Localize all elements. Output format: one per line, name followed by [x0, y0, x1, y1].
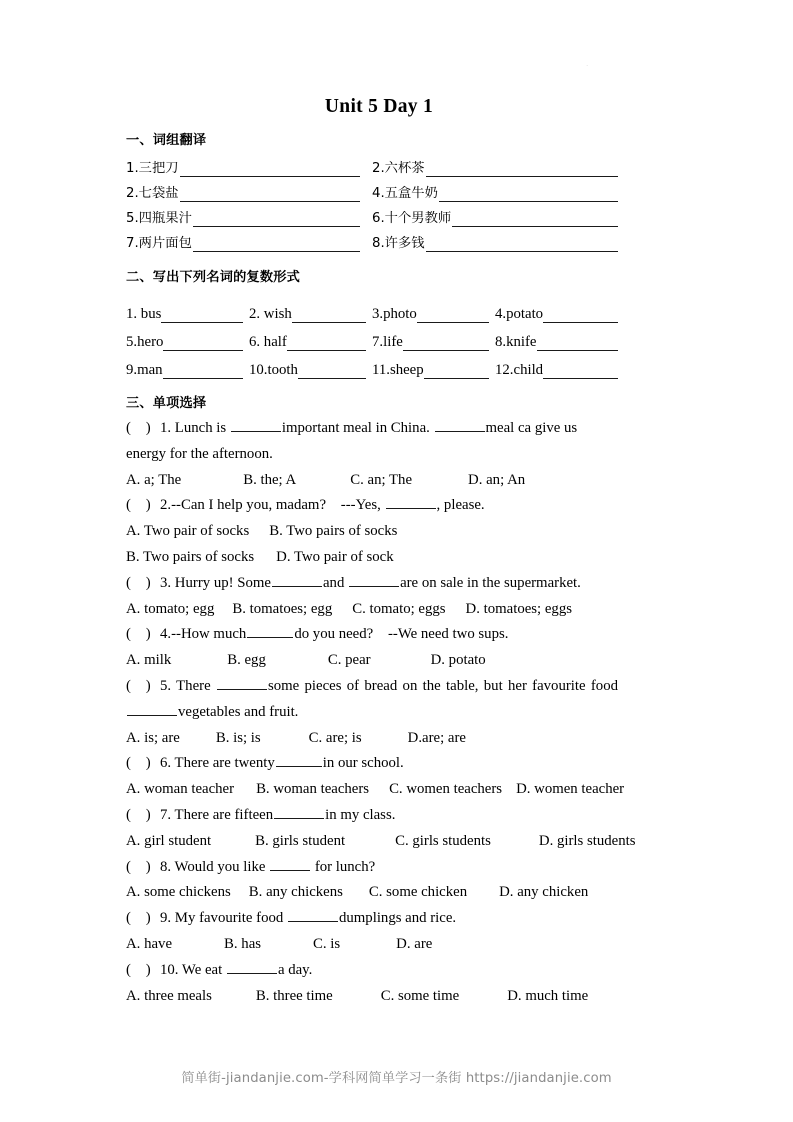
option-c[interactable]: C. an; The: [350, 471, 413, 488]
answer-blank[interactable]: [349, 573, 399, 587]
table-row: [126, 227, 618, 252]
option-b[interactable]: B. woman teachers: [256, 781, 370, 798]
translation-cell-5: [126, 202, 372, 227]
plural-item: [126, 361, 249, 379]
options-2-line2: [126, 545, 618, 571]
question-text-b: do you need? --We need two sups.: [294, 626, 509, 643]
option-b[interactable]: B. has: [224, 935, 262, 952]
question-number: 1.: [160, 420, 172, 436]
plural-word: 3.photo: [372, 306, 417, 322]
question-text-c: meal ca give us energy for the afternoon.: [126, 420, 578, 462]
question-text-a: There are fifteen: [171, 806, 274, 823]
plural-word: 4.potato: [495, 306, 544, 322]
option-a[interactable]: A. milk: [126, 652, 172, 669]
question-text-a: Hurry up! Some: [171, 574, 271, 591]
option-a[interactable]: A. Two pair of socks: [126, 523, 250, 540]
section-3-heading: 三、单项选择: [126, 396, 207, 411]
options-6: [126, 777, 625, 803]
option-d[interactable]: D. women teacher: [516, 781, 625, 798]
section-2-heading: 二、写出下列名词的复数形式: [126, 270, 301, 285]
answer-blank[interactable]: [193, 211, 360, 227]
answer-blank[interactable]: [247, 624, 293, 638]
option-b[interactable]: B. egg: [227, 652, 266, 669]
option-d[interactable]: D. tomatoes; eggs: [465, 600, 572, 617]
answer-blank[interactable]: [180, 186, 360, 202]
bracket-close: ): [145, 497, 151, 514]
plural-word: 10.tooth: [249, 362, 298, 378]
question-text-b: for lunch?: [311, 858, 376, 875]
answer-blank[interactable]: [163, 364, 243, 379]
answer-blank[interactable]: [403, 336, 489, 351]
options-2-line1: [126, 519, 618, 545]
plural-word: 12.child: [495, 362, 544, 378]
question-number: 5.: [160, 677, 172, 694]
plural-word: 5.hero: [126, 334, 164, 350]
question-number: 10.: [160, 961, 179, 978]
question-9: [126, 906, 618, 932]
plural-row-3: [126, 351, 618, 379]
plural-word: 6. half: [249, 334, 287, 350]
page-title: Unit 5 Day 1: [324, 96, 434, 117]
option-a[interactable]: A. a; The: [126, 471, 182, 488]
answer-blank[interactable]: [287, 336, 366, 351]
question-number: 3.: [160, 574, 172, 591]
plural-item: [249, 333, 372, 351]
answer-blank[interactable]: [292, 308, 366, 323]
plural-item: [495, 305, 618, 323]
answer-blank[interactable]: [227, 960, 277, 974]
question-number: 7.: [160, 806, 172, 823]
translation-cell-6: [372, 202, 618, 227]
option-c[interactable]: C. tomato; eggs: [352, 600, 446, 617]
section-1-heading: 一、词组翻译: [126, 133, 207, 148]
bracket-close: ): [145, 755, 151, 772]
bracket-open: (: [126, 858, 131, 875]
option-a[interactable]: A. girl student: [126, 832, 212, 849]
bracket-close: ): [145, 858, 151, 875]
question-text-b: and: [322, 574, 349, 591]
answer-blank[interactable]: [288, 908, 338, 922]
option-c[interactable]: C. girls students: [395, 832, 491, 849]
translation-cell-4: [372, 177, 618, 202]
option-d[interactable]: D. are: [396, 935, 433, 952]
translation-cell-3: [126, 177, 372, 202]
question-text-a: There: [171, 677, 216, 694]
answer-bracket[interactable]: [126, 493, 160, 519]
answer-blank[interactable]: [543, 308, 618, 323]
bracket-close: ): [145, 961, 151, 978]
plural-word: 2. wish: [249, 306, 292, 322]
translation-label: 2.六杯茶: [372, 161, 425, 176]
question-text-b: , please.: [436, 497, 485, 514]
options-10: [126, 984, 618, 1010]
option-a[interactable]: A. three meals: [126, 987, 212, 1004]
answer-blank[interactable]: [452, 211, 618, 227]
options-3: [126, 597, 618, 623]
question-text-a: --How much: [171, 626, 247, 643]
answer-bracket[interactable]: [126, 571, 160, 597]
plural-item: [495, 361, 618, 379]
question-number: 8.: [160, 858, 172, 875]
bracket-open: (: [126, 626, 131, 643]
bracket-open: (: [126, 420, 131, 436]
option-b[interactable]: B. tomatoes; egg: [232, 600, 333, 617]
option-c[interactable]: C. is: [313, 935, 341, 952]
option-a[interactable]: A. woman teacher: [126, 781, 235, 798]
answer-blank[interactable]: [272, 573, 322, 587]
option-a[interactable]: A. some chickens: [126, 884, 231, 901]
bracket-close: ): [145, 806, 151, 823]
question-number: 4.: [160, 626, 172, 643]
translation-cell-2: [372, 152, 618, 177]
answer-bracket[interactable]: [126, 416, 160, 442]
question-1: [126, 416, 618, 468]
translation-cell-1: [126, 152, 372, 177]
answer-blank[interactable]: [270, 857, 310, 871]
answer-blank[interactable]: [426, 236, 618, 252]
question-number: 9.: [160, 910, 172, 927]
page-speck-mark: ·: [586, 62, 589, 70]
bracket-open: (: [126, 755, 131, 772]
question-10: [126, 958, 618, 984]
plural-item: [372, 361, 495, 379]
table-row: [126, 152, 618, 177]
answer-bracket[interactable]: [126, 906, 160, 932]
option-c[interactable]: C. pear: [327, 652, 371, 669]
answer-blank[interactable]: [439, 186, 618, 202]
plural-row-1: [126, 295, 618, 323]
question-text-b: important meal in China.: [281, 420, 434, 436]
question-5: [126, 674, 618, 726]
option-d[interactable]: D. any chicken: [499, 884, 589, 901]
answer-bracket[interactable]: [126, 622, 160, 648]
translation-label: 5.四瓶果汁: [126, 211, 192, 226]
answer-blank[interactable]: [217, 676, 267, 690]
plural-word: 1. bus: [126, 306, 162, 322]
plural-item: [372, 333, 495, 351]
question-text-b: some pieces of bread on the table, but her favourite food: [267, 677, 618, 694]
translation-label: 8.许多钱: [372, 236, 425, 251]
option-c[interactable]: C. some chicken: [368, 884, 468, 901]
question-7: [126, 803, 618, 829]
question-text-a: My favourite food: [171, 910, 287, 927]
question-text-b: in our school.: [322, 755, 404, 772]
plural-word: 9.man: [126, 362, 163, 378]
options-5: [126, 726, 618, 752]
question-8: [126, 855, 618, 881]
answer-blank[interactable]: [193, 236, 360, 252]
answer-blank[interactable]: [386, 495, 436, 509]
question-text-c: vegetables and fruit.: [178, 703, 299, 720]
answer-blank[interactable]: [537, 336, 618, 351]
answer-blank[interactable]: [127, 702, 177, 716]
translation-label: 4.五盒牛奶: [372, 186, 438, 201]
option-d[interactable]: D.are; are: [407, 729, 466, 746]
translation-label: 2.七袋盐: [126, 186, 179, 201]
answer-blank[interactable]: [231, 418, 281, 432]
option-d[interactable]: D. girls students: [538, 832, 636, 849]
answer-bracket[interactable]: [126, 803, 160, 829]
options-1: [126, 468, 618, 494]
options-9: [126, 932, 618, 958]
question-text-a: We eat: [178, 961, 226, 978]
question-2: [126, 493, 618, 519]
option-a[interactable]: A. is; are: [126, 729, 180, 746]
answer-blank[interactable]: [274, 805, 324, 819]
plural-item: [249, 305, 372, 323]
translation-label: 1.三把刀: [126, 161, 179, 176]
answer-blank[interactable]: [424, 364, 489, 379]
bracket-close: ): [145, 574, 151, 591]
answer-blank[interactable]: [298, 364, 366, 379]
question-6: [126, 751, 618, 777]
answer-blank[interactable]: [163, 336, 243, 351]
plural-row-2: [126, 323, 618, 351]
options-7: [126, 829, 636, 855]
answer-blank[interactable]: [543, 364, 618, 379]
answer-blank[interactable]: [417, 308, 489, 323]
option-d[interactable]: D. potato: [430, 652, 486, 669]
question-number: 6.: [160, 755, 172, 772]
answer-blank[interactable]: [161, 308, 243, 323]
bracket-open: (: [126, 574, 131, 591]
answer-blank[interactable]: [426, 161, 618, 177]
option-b[interactable]: B. three time: [255, 987, 333, 1004]
table-row: [126, 177, 618, 202]
bracket-open: (: [126, 677, 131, 694]
option-b[interactable]: B. is; is: [215, 729, 261, 746]
plural-word: 8.knife: [495, 334, 537, 350]
bracket-close: ): [145, 420, 151, 436]
question-text-b: in my class.: [325, 806, 396, 823]
answer-blank[interactable]: [180, 161, 360, 177]
option-d[interactable]: D. much time: [507, 987, 589, 1004]
plural-item: [495, 333, 618, 351]
option-a[interactable]: A. have: [126, 935, 173, 952]
worksheet-content: [126, 96, 636, 1009]
plural-item: [126, 333, 249, 351]
option-d[interactable]: D. Two pair of sock: [276, 548, 394, 565]
translation-label: 7.两片面包: [126, 236, 192, 251]
question-text-a: --Can I help you, madam? ---Yes,: [171, 497, 385, 514]
option-b[interactable]: B. girls student: [255, 832, 346, 849]
options-8: [126, 880, 618, 906]
bracket-open: (: [126, 961, 131, 978]
bracket-close: ): [145, 910, 151, 927]
answer-bracket[interactable]: [126, 674, 160, 700]
question-number: 2.: [160, 497, 172, 514]
plural-word: 11.sheep: [372, 362, 424, 378]
plural-word: 7.life: [372, 334, 403, 350]
question-3: [126, 571, 618, 597]
translation-label: 6.十个男教师: [372, 211, 452, 226]
bracket-open: (: [126, 806, 131, 823]
question-text-a: Lunch is: [171, 420, 230, 436]
translation-cell-7: [126, 227, 372, 252]
answer-blank[interactable]: [435, 418, 485, 432]
option-b[interactable]: B. any chickens: [248, 884, 343, 901]
translation-cell-8: [372, 227, 618, 252]
options-4: [126, 648, 618, 674]
question-text-b: dumplings and rice.: [339, 910, 457, 927]
answer-blank[interactable]: [276, 753, 322, 767]
option-b[interactable]: B. Two pairs of socks: [269, 523, 398, 540]
bracket-open: (: [126, 497, 131, 514]
question-text-c: are on sale in the supermarket.: [400, 574, 581, 591]
option-c[interactable]: B. Two pairs of socks: [126, 548, 255, 565]
plural-item: [126, 305, 249, 323]
bracket-close: ): [145, 626, 151, 643]
bracket-open: (: [126, 910, 131, 927]
plural-item: [372, 305, 495, 323]
option-b[interactable]: B. the; A: [243, 471, 297, 488]
table-row: [126, 202, 618, 227]
plural-item: [249, 361, 372, 379]
question-4: [126, 622, 618, 648]
question-text-a: Would you like: [171, 858, 270, 875]
question-text-b: a day.: [277, 961, 313, 978]
option-a[interactable]: A. tomato; egg: [126, 600, 215, 617]
question-text-a: There are twenty: [171, 755, 275, 772]
answer-bracket[interactable]: [126, 958, 160, 984]
bracket-close: ): [145, 677, 151, 694]
phrase-translation-table: [126, 152, 618, 252]
footer-watermark: 简单街-jiandanjie.com-学科网简单学习一条街 https://jiandanjie.com: [181, 1071, 612, 1086]
option-c[interactable]: C. women teachers: [389, 781, 503, 798]
option-c[interactable]: C. some time: [380, 987, 460, 1004]
option-c[interactable]: C. are; is: [308, 729, 362, 746]
answer-bracket[interactable]: [126, 855, 160, 881]
answer-bracket[interactable]: [126, 751, 160, 777]
option-d[interactable]: D. an; An: [468, 471, 526, 488]
